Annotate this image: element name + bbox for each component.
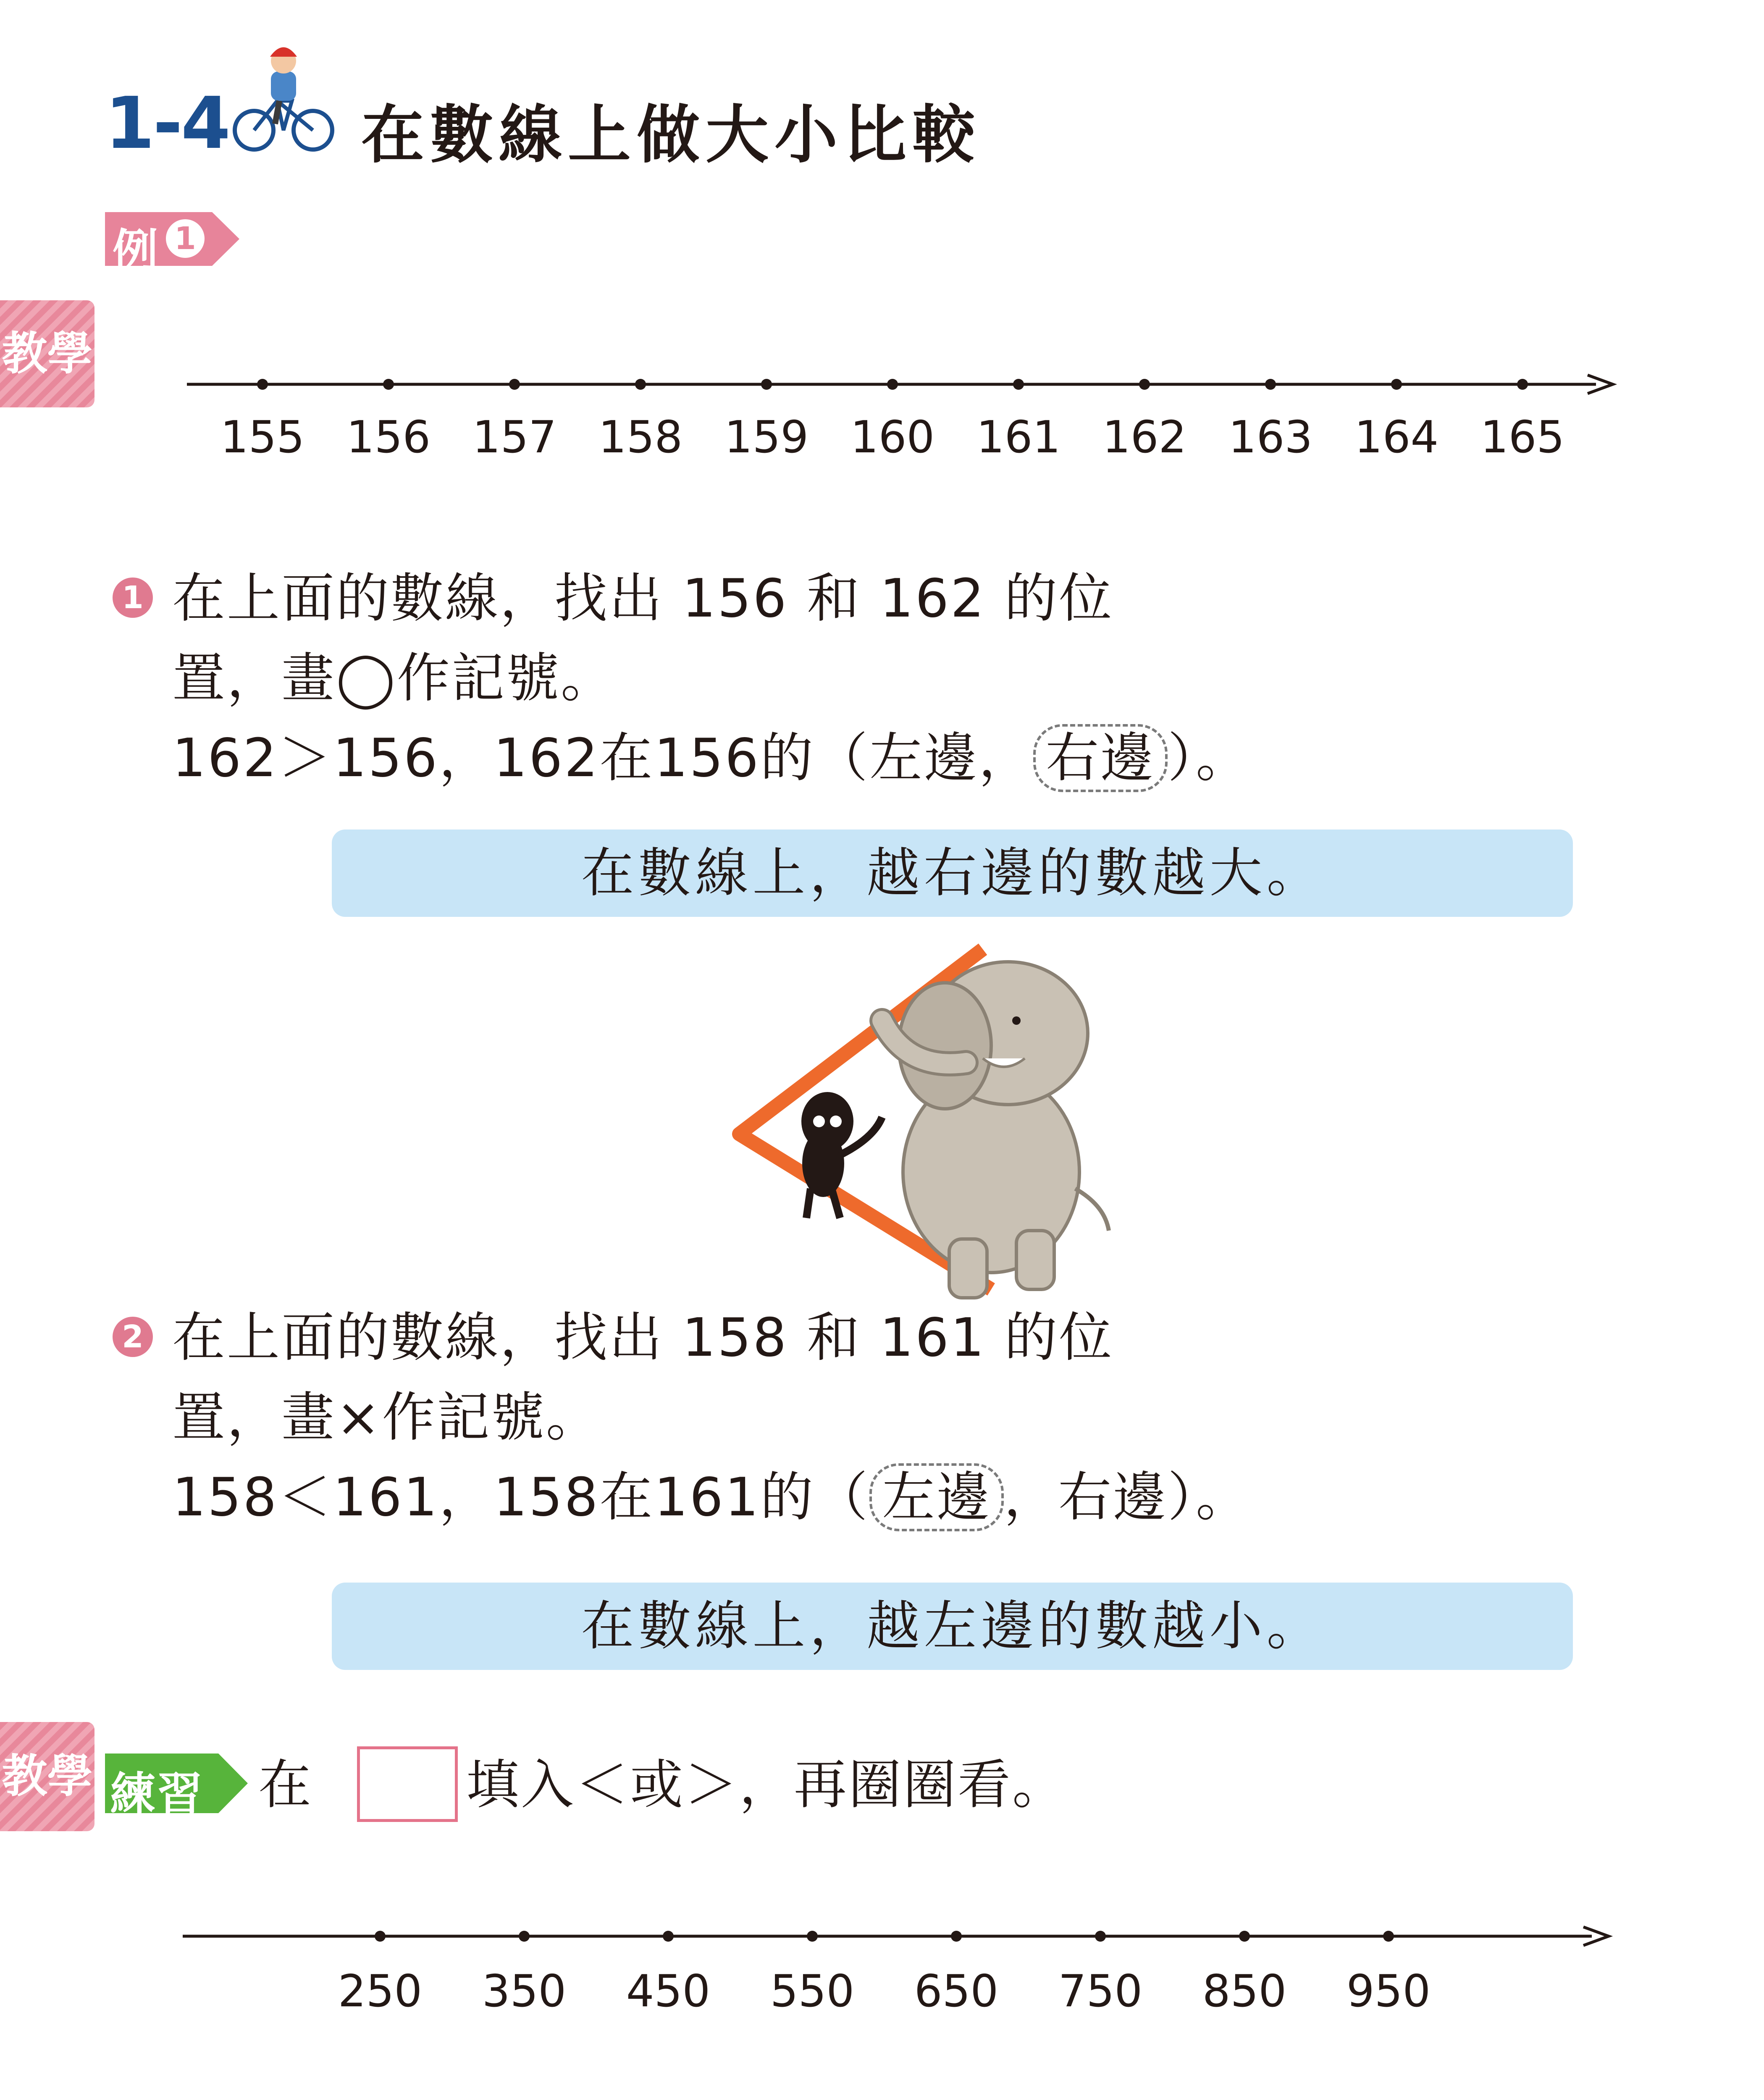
number-line-2-tick-mark (951, 1931, 962, 1942)
question-2-line-1: 在上面的數線，找出 158 和 161 的位 (172, 1307, 1114, 1368)
number-line-2-tick-mark (663, 1931, 674, 1942)
number-line-2-tick-mark (519, 1931, 530, 1942)
question-1-line-1: 在上面的數線，找出 156 和 162 的位 (172, 567, 1114, 629)
number-line-2-tick-label: 450 (626, 1966, 711, 2017)
practice-tag-label: 練習 (110, 1768, 205, 1821)
question-2-bullet: 2 (113, 1317, 153, 1357)
number-line-1-tick-label: 165 (1480, 412, 1565, 463)
question-2-line-2: 置，畫×作記號。 (172, 1386, 601, 1448)
number-line-2-tick-mark (375, 1931, 386, 1942)
number-line-1-tick-label: 158 (598, 412, 683, 463)
lesson-number: 1-4 (105, 82, 229, 165)
number-line-2-tick-label: 750 (1058, 1966, 1143, 2017)
question-2-choice-right[interactable]: 右邊 (1058, 1466, 1168, 1528)
number-line-1-tick-label: 155 (220, 412, 305, 463)
question-1-line-2: 置，畫◯作記號。 (172, 647, 616, 709)
number-line-1-tick-label: 162 (1102, 412, 1187, 463)
rule-box-1: 在數線上，越右邊的數越大。 (332, 830, 1573, 917)
number-line-2-tick-label: 950 (1346, 1966, 1431, 2017)
question-2-comparison-text: 158＜161，158在161的 (172, 1466, 815, 1528)
question-1-choice-left[interactable]: 左邊 (869, 727, 979, 789)
side-tab-teaching-practice: 教學 (0, 1722, 94, 1831)
page-title: 在數線上做大小比較 (361, 99, 982, 172)
number-line-1-tick-label: 160 (850, 412, 935, 463)
number-line-1-tick-label: 159 (724, 412, 809, 463)
question-1-comparison-text: 162＞156，162在156的 (172, 727, 815, 789)
question-1-bullet: 1 (113, 578, 153, 618)
example-tag-label: 例 (113, 225, 158, 277)
number-line-2-tick-mark (1239, 1931, 1250, 1942)
number-line-1-tick-label: 161 (976, 412, 1061, 463)
practice-instruction-prefix: 在 (258, 1754, 313, 1816)
number-line-2-tick-mark (1095, 1931, 1106, 1942)
number-line-1-tick-label: 163 (1228, 412, 1313, 463)
question-2-choice-left-circled[interactable]: 左邊 (869, 1463, 1004, 1531)
question-1-choice-right-circled[interactable]: 右邊 (1033, 724, 1168, 792)
number-line-2-tick-label: 250 (338, 1966, 423, 2017)
number-line-2-tick-label: 850 (1202, 1966, 1287, 2017)
number-line-2-tick-mark (1383, 1931, 1394, 1942)
number-line-1-tick-label: 164 (1354, 412, 1439, 463)
number-line-1-tick-label: 156 (346, 412, 431, 463)
question-1-comparison: 162＞156，162在156的（左邊， 右邊 ）。 (172, 718, 1250, 798)
number-line-2-tick-label: 350 (482, 1966, 567, 2017)
side-tab-teaching: 教學 (0, 300, 94, 407)
number-line-2-tick-label: 650 (914, 1966, 999, 2017)
rule-box-2: 在數線上，越左邊的數越小。 (332, 1583, 1573, 1670)
number-line-1-tick-label: 157 (472, 412, 557, 463)
example-tag-number: 1 (166, 219, 205, 258)
practice-instruction-suffix: 填入＜或＞，再圈圈看。 (466, 1754, 1067, 1816)
number-line-2-tick-mark (807, 1931, 818, 1942)
question-2-comparison: 158＜161，158在161的（ 左邊 ，右邊）。 (172, 1457, 1250, 1537)
number-line-2-tick-label: 550 (770, 1966, 855, 2017)
